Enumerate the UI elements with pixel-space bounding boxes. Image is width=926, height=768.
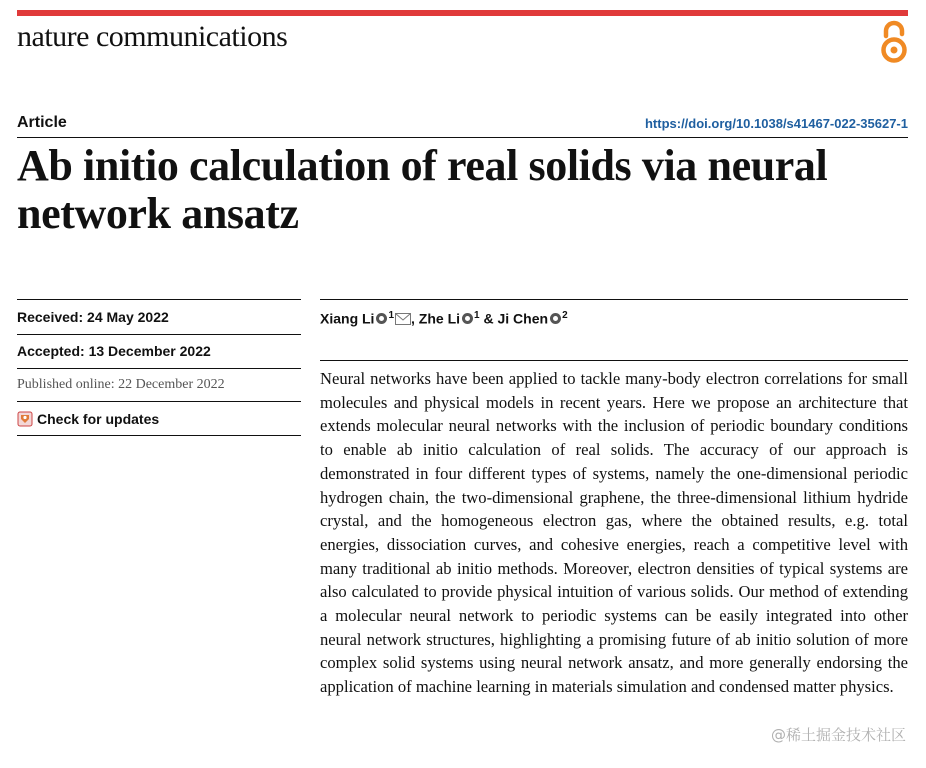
published-date: Published online: 22 December 2022 bbox=[17, 377, 225, 392]
orcid-icon[interactable] bbox=[550, 313, 561, 324]
affiliation-marker: 1 bbox=[474, 310, 480, 321]
author-list bbox=[320, 306, 568, 329]
author-separator: & bbox=[479, 310, 498, 327]
article-title: Ab initio calculation of real solids via neural network ansatz bbox=[17, 141, 828, 238]
header-divider bbox=[17, 137, 908, 138]
doi-link[interactable]: https://doi.org/10.1038/s41467-022-35627-1 bbox=[644, 116, 908, 131]
author-name[interactable]: Xiang Li bbox=[320, 310, 375, 327]
author-name[interactable]: Ji Chen bbox=[497, 310, 549, 327]
author-separator: , bbox=[411, 310, 419, 327]
check-for-updates-button[interactable] bbox=[17, 410, 159, 428]
mail-icon[interactable] bbox=[395, 313, 411, 325]
watermark-text: @稀土掘金技术社区 bbox=[770, 726, 906, 744]
orcid-icon[interactable] bbox=[376, 313, 387, 324]
check-for-updates-label: Check for updates bbox=[37, 411, 160, 427]
received-date: Received: 24 May 2022 bbox=[17, 309, 169, 325]
abstract-text: Neural networks have been applied to tackle many-body electron correlations for small molecules and physical models in recent years. Here we propose an architecture that extends molecular neural networks with the inclusion of periodic boundary conditions to enable ab initio calculation of real solids. The accuracy of our approach is demonstrated in four different types of systems, namely the one-dimensional periodic hydrogen chain, the two-dimensional graphene, the three-dimensional lithium hydride crystal, and the homogeneous electron gas, where the obtained results, e.g. total energies, dissociation curves, and cohesive energies, reach a competitive level with many traditional ab initio methods. Moreover, electron densities of typical systems are also calculated to provide physical intuition of various solids. Our method of extending a molecular neural network to periodic systems can be easily integrated into other neural network structures, highlighting a promising future of ab initio solution of more complex solid systems using neural network ansatz, and more generally endorsing the application of machine learning in materials simulation and condensed matter physics. bbox=[320, 369, 908, 697]
meta-divider bbox=[17, 334, 301, 335]
meta-divider bbox=[17, 368, 301, 369]
article-type-label: Article bbox=[17, 114, 67, 131]
journal-name[interactable]: nature communications bbox=[17, 20, 288, 53]
orcid-icon[interactable] bbox=[462, 313, 473, 324]
accepted-date: Accepted: 13 December 2022 bbox=[17, 343, 211, 359]
meta-divider bbox=[17, 401, 301, 402]
affiliation-marker: 1 bbox=[388, 310, 395, 321]
abstract-divider bbox=[320, 360, 908, 361]
top-accent-bar bbox=[17, 10, 908, 16]
author-name[interactable]: Zhe Li bbox=[418, 310, 461, 327]
meta-divider bbox=[17, 435, 301, 436]
authors-divider bbox=[320, 299, 908, 300]
open-access-icon bbox=[877, 20, 911, 64]
check-updates-icon bbox=[17, 411, 33, 427]
meta-divider bbox=[17, 299, 301, 300]
affiliation-marker: 2 bbox=[562, 310, 568, 321]
